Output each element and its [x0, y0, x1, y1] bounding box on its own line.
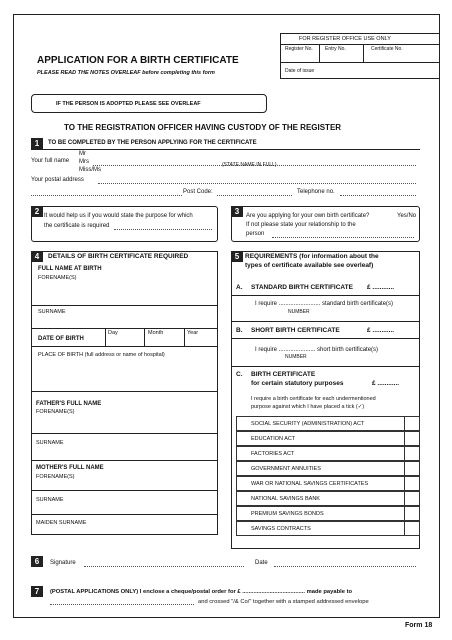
mothers-full-name-label: MOTHER'S FULL NAME	[36, 465, 104, 471]
adopted-notice-box	[31, 94, 267, 113]
registration-heading: TO THE REGISTRATION OFFICER HAVING CUSTODY OF THE REGISTER	[64, 123, 342, 132]
fathers-surname-label: SURNAME	[36, 440, 64, 446]
section-3-number: 3	[231, 206, 243, 217]
purpose-row-government-annuities[interactable]	[236, 461, 420, 476]
postal-applications-line-1: (POSTAL APPLICATIONS ONLY) I enclose a cheque/postal order for £ ....................................... made payable to	[50, 589, 353, 595]
section-2-number: 2	[31, 206, 43, 217]
dob-year-field[interactable]: Year	[187, 330, 199, 336]
purpose-tick-box[interactable]	[404, 521, 420, 536]
purpose-label: NATIONAL SAVINGS BANK	[251, 496, 320, 502]
form-number: Form 18	[405, 622, 433, 629]
option-b-number-hint: NUMBER	[285, 354, 307, 360]
purpose-label: EDUCATION ACT	[251, 436, 296, 442]
register-office-box	[280, 33, 440, 79]
full-name-label: Your full name	[31, 158, 70, 164]
purpose-tick-box[interactable]	[404, 476, 420, 491]
dob-day-field[interactable]: Day	[108, 330, 118, 336]
fathers-forenames-label: FORENAME(S)	[36, 409, 75, 415]
full-name-at-birth-label: FULL NAME AT BIRTH	[38, 266, 102, 272]
purpose-field[interactable]	[114, 229, 212, 230]
register-office-title: FOR REGISTER OFFICE USE ONLY	[299, 36, 391, 42]
yes-no-option[interactable]: Yes/No	[397, 213, 417, 219]
option-a-number-hint: NUMBER	[288, 309, 310, 315]
option-c-require-2: purpose against which I have placed a tick (✓)	[251, 404, 365, 410]
section-5-heading-1: REQUIREMENTS (for information about the	[245, 253, 379, 260]
post-code-field[interactable]	[217, 195, 292, 196]
title-mrs: Mrs	[79, 159, 89, 165]
purpose-tick-box[interactable]	[404, 491, 420, 506]
purpose-tick-box[interactable]	[404, 416, 420, 431]
option-a-require[interactable]: I require ......................... standard birth certificate(s)	[255, 301, 394, 307]
telephone-label: Telephone no.	[297, 189, 335, 195]
adopted-notice: IF THE PERSON IS ADOPTED PLEASE SEE OVERLEAF	[56, 101, 201, 107]
purpose-row-savings-bank[interactable]	[236, 491, 420, 506]
option-b-title: SHORT BIRTH CERTIFICATE	[251, 327, 340, 334]
purpose-row-war-savings[interactable]	[236, 476, 420, 491]
date-label: Date	[255, 560, 268, 566]
option-b-require[interactable]: I require ...................... short birth certificate(s)	[255, 347, 379, 353]
mothers-forenames-label: FORENAME(S)	[36, 474, 75, 480]
date-field[interactable]	[274, 566, 416, 567]
post-code-label: Post Code:	[183, 189, 213, 195]
relationship-line-1: If not please state your relationship to the	[246, 222, 356, 228]
form-title: APPLICATION FOR A BIRTH CERTIFICATE	[37, 55, 239, 66]
purpose-row-education[interactable]	[236, 431, 420, 446]
title-mr: Mr	[79, 151, 86, 157]
section-5-heading-2: types of certificate available see overleaf)	[245, 262, 374, 269]
purpose-tick-box[interactable]	[404, 431, 420, 446]
certificate-no-label: Certificate No.	[371, 46, 403, 52]
postal-address-line-2[interactable]	[31, 195, 182, 196]
purpose-row-social-security[interactable]	[236, 416, 420, 431]
section-4-box	[31, 251, 218, 535]
option-b-price[interactable]: £ ............	[367, 327, 395, 334]
relationship-line-2: person	[246, 231, 265, 237]
mothers-surname-label: SURNAME	[36, 497, 64, 503]
option-c-title-2: for certain statutory purposes	[251, 380, 344, 387]
date-of-birth-label: DATE OF BIRTH	[38, 336, 84, 342]
purpose-label: WAR OR NATIONAL SAVINGS CERTIFICATES	[251, 481, 369, 487]
option-c-require-1: I require a birth certificate for each undermentioned	[251, 396, 376, 402]
surname-label: SURNAME	[38, 309, 66, 315]
fathers-full-name-label: FATHER'S FULL NAME	[36, 401, 102, 407]
purpose-tick-box[interactable]	[404, 461, 420, 476]
register-no-label: Register No.	[285, 46, 313, 52]
purpose-label: SAVINGS CONTRACTS	[251, 526, 311, 532]
purpose-row-premium-bonds[interactable]	[236, 506, 420, 521]
purpose-label: FACTORIES ACT	[251, 451, 295, 457]
postal-address-line-1[interactable]	[98, 183, 416, 184]
date-of-issue-label: Date of issue	[285, 68, 315, 74]
purpose-row-savings-contracts[interactable]	[236, 521, 420, 536]
option-c-price[interactable]: £ ............	[372, 380, 400, 387]
option-c-letter: C.	[236, 371, 243, 378]
section-1-heading: TO BE COMPLETED BY THE PERSON APPLYING FOR THE CERTIFICATE	[48, 140, 257, 146]
purpose-label: PREMIUM SAVINGS BONDS	[251, 511, 324, 517]
section-7-number: 7	[31, 586, 43, 597]
form-subtitle: PLEASE READ THE NOTES OVERLEAF before completing this form	[37, 70, 215, 76]
section-4-heading: DETAILS OF BIRTH CERTIFICATE REQUIRED	[48, 253, 189, 260]
forenames-label: FORENAME(S)	[38, 275, 77, 281]
option-a-title: STANDARD BIRTH CERTIFICATE	[251, 284, 353, 291]
purpose-row-factories[interactable]	[236, 446, 420, 461]
postal-applications-line-2: and crossed "/& Co/" together with a stamped addressed envelope	[198, 599, 369, 605]
own-certificate-question: Are you applying for your own birth certificate?	[246, 213, 370, 219]
maiden-surname-label: MAIDEN SURNAME	[36, 520, 87, 526]
purpose-label: SOCIAL SECURITY (ADMINISTRATION) ACT	[251, 421, 365, 427]
purpose-line-2: the certificate is required	[44, 223, 110, 229]
option-a-price[interactable]: £ ............	[367, 284, 395, 291]
section-5-number: 5	[231, 251, 243, 262]
postal-address-label: Your postal address	[31, 177, 84, 183]
section-6-number: 6	[31, 556, 43, 567]
purpose-label: GOVERNMENT ANNUITIES	[251, 466, 321, 472]
state-name-hint: (STATE NAME IN FULL)	[222, 162, 277, 168]
dob-month-field[interactable]: Month	[148, 330, 164, 336]
relationship-field[interactable]	[272, 237, 414, 238]
telephone-field[interactable]	[340, 195, 416, 196]
signature-label: Signature	[50, 560, 76, 566]
purpose-tick-box[interactable]	[404, 446, 420, 461]
signature-field[interactable]	[84, 566, 244, 567]
title-miss: Miss/Ms	[79, 167, 101, 173]
purpose-line-1: It would help us if you would state the purpose for which	[44, 213, 193, 219]
section-4-number: 4	[31, 251, 43, 262]
place-of-birth-label: PLACE OF BIRTH (full address or name of hospital)	[38, 352, 165, 358]
option-a-letter: A.	[236, 284, 243, 291]
option-c-title: BIRTH CERTIFICATE	[251, 371, 316, 378]
section-1-number: 1	[31, 138, 43, 149]
entry-no-label: Entry No.	[325, 46, 346, 52]
purpose-tick-box[interactable]	[404, 506, 420, 521]
payable-to-field[interactable]	[50, 604, 194, 605]
option-b-letter: B.	[236, 327, 243, 334]
